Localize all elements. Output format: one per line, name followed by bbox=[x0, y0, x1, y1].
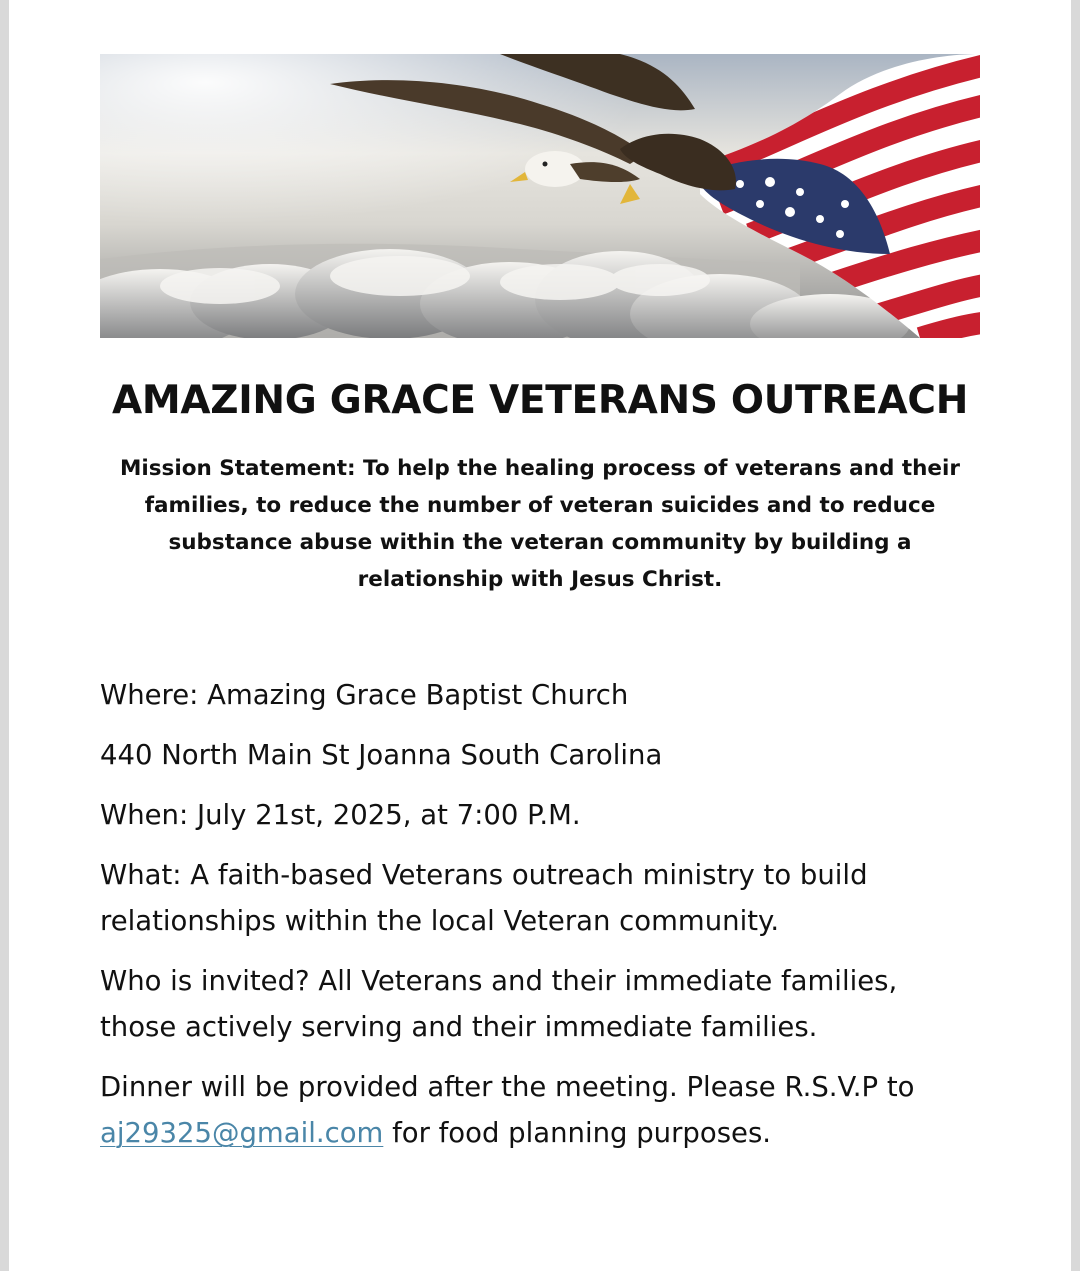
what-line-2: relationships within the local Veteran community. bbox=[100, 905, 780, 937]
dinner-line-2: for food planning purposes. bbox=[383, 1117, 772, 1149]
what-line-1: What: A faith-based Veterans outreach ministry to build bbox=[100, 859, 868, 891]
who-line-1: Who is invited? All Veterans and their immediate families, bbox=[100, 965, 898, 997]
page-title: AMAZING GRACE VETERANS OUTREACH bbox=[111, 378, 969, 423]
dinner-paragraph bbox=[100, 1064, 1000, 1156]
event-details bbox=[100, 672, 1000, 1170]
what-paragraph bbox=[100, 852, 1000, 944]
eagle-flag-banner-image bbox=[100, 54, 980, 338]
mission-line: substance abuse within the veteran community by building a bbox=[168, 530, 912, 555]
address-line: 440 North Main St Joanna South Carolina bbox=[100, 739, 663, 771]
when-line: When: July 21st, 2025, at 7:00 P.M. bbox=[100, 799, 581, 831]
mission-line: Mission Statement: To help the healing process of veterans and their bbox=[119, 456, 960, 481]
rsvp-email-link[interactable]: aj29325@gmail.com bbox=[100, 1117, 384, 1149]
mission-line: families, to reduce the number of veteran suicides and to reduce bbox=[144, 493, 936, 518]
dinner-line-1: Dinner will be provided after the meeting. Please R.S.V.P to bbox=[100, 1071, 915, 1103]
mission-statement bbox=[89, 450, 991, 598]
who-paragraph bbox=[100, 958, 1000, 1050]
mission-line: relationship with Jesus Christ. bbox=[357, 567, 723, 592]
where-line: Where: Amazing Grace Baptist Church bbox=[100, 679, 629, 711]
who-line-2: those actively serving and their immediate families. bbox=[100, 1011, 818, 1043]
banner-image bbox=[100, 54, 980, 338]
flyer-page bbox=[9, 0, 1071, 1271]
